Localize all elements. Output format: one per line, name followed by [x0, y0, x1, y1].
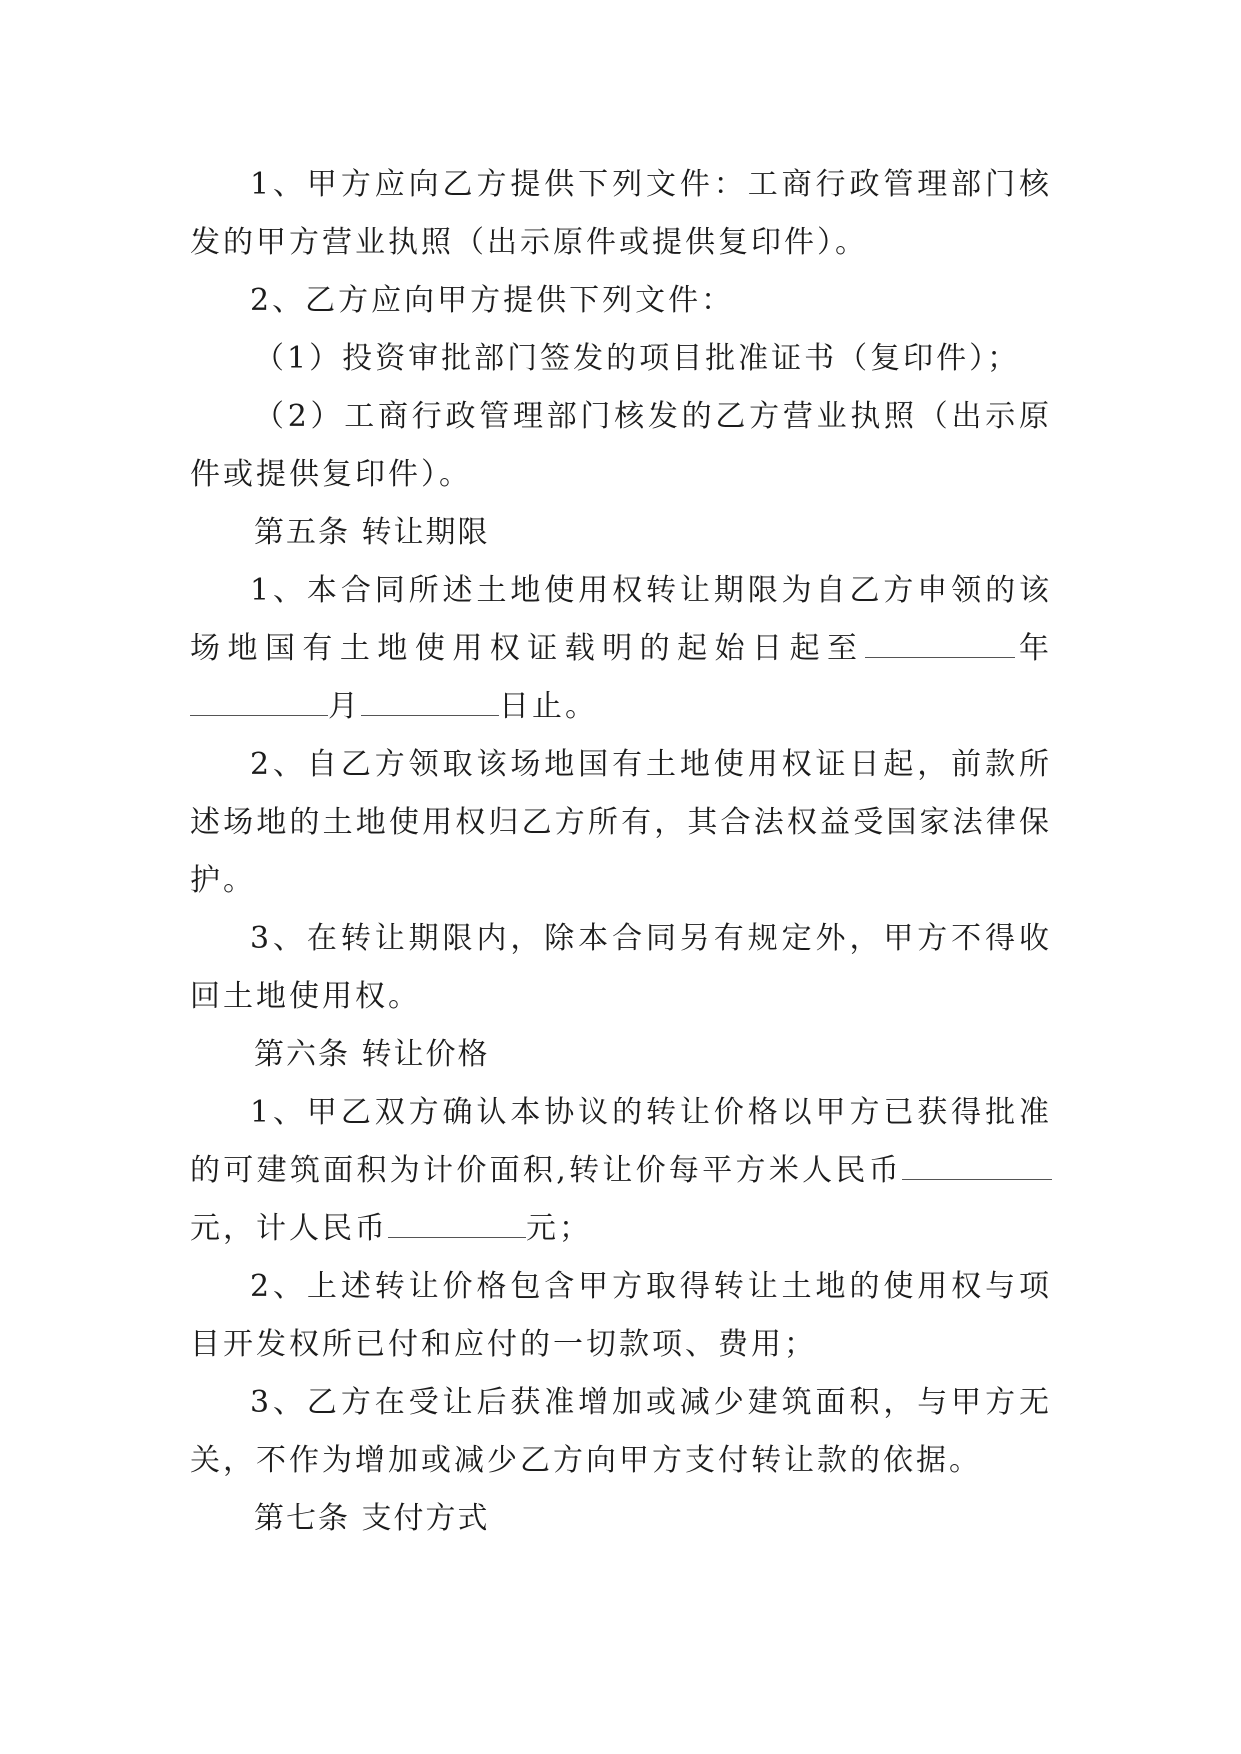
blank-year-field — [865, 627, 1015, 658]
paragraph-provide-documents-party-a: 1、甲方应向乙方提供下列文件：工商行政管理部门核发的甲方营业执照（出示原件或提供复印件）。 — [190, 167, 1052, 260]
year-label: 年 — [1014, 631, 1053, 666]
paragraph-price-includes: 2、上述转让价格包含甲方取得转让土地的使用权与项目开发权所已付和应付的一切款项、费用； — [190, 1269, 1052, 1362]
document-body — [190, 156, 1052, 1548]
transfer-price-text: 1、甲乙双方确认本协议的转让价格以甲方已获得批准的可建筑面积为计价面积,转让价每平方米人民币 — [190, 1095, 1052, 1188]
transfer-term-text: 1、本合同所述土地使用权转让期限为自乙方申领的该场地国有土地使用权证载明的起始日起至 — [190, 573, 1052, 666]
article-heading-5: 第五条 转让期限 — [254, 515, 490, 550]
paragraph-transfer-term — [190, 562, 1052, 736]
blank-unit-price-field — [902, 1149, 1052, 1180]
blank-day-field — [361, 685, 499, 716]
paragraph-ownership: 2、自乙方领取该场地国有土地使用权证日起，前款所述场地的土地使用权归乙方所有，其合法权益受国家法律保护。 — [190, 747, 1052, 898]
article-heading-6: 第六条 转让价格 — [254, 1037, 490, 1072]
paragraph-no-recall: 3、在转让期限内，除本合同另有规定外，甲方不得收回土地使用权。 — [190, 921, 1052, 1014]
paragraph-sub-item-1: （1）投资审批部门签发的项目批准证书（复印件）； — [254, 341, 1021, 376]
total-price-label: 元，计人民币 — [190, 1211, 388, 1246]
blank-total-price-field — [388, 1207, 526, 1238]
paragraph-transfer-price — [190, 1084, 1052, 1258]
paragraph-provide-documents-party-b: 2、乙方应向甲方提供下列文件： — [250, 283, 735, 318]
article-heading-7: 第七条 支付方式 — [254, 1501, 490, 1536]
month-label: 月 — [328, 689, 361, 724]
paragraph-area-change: 3、乙方在受让后获准增加或减少建筑面积，与甲方无关，不作为增加或减少乙方向甲方支付转让款的依据。 — [190, 1385, 1052, 1478]
yuan-label: 元； — [526, 1211, 592, 1246]
day-end-label: 日止。 — [499, 689, 598, 724]
blank-month-field — [190, 685, 328, 716]
paragraph-sub-item-2: （2）工商行政管理部门核发的乙方营业执照（出示原件或提供复印件）。 — [190, 399, 1052, 492]
